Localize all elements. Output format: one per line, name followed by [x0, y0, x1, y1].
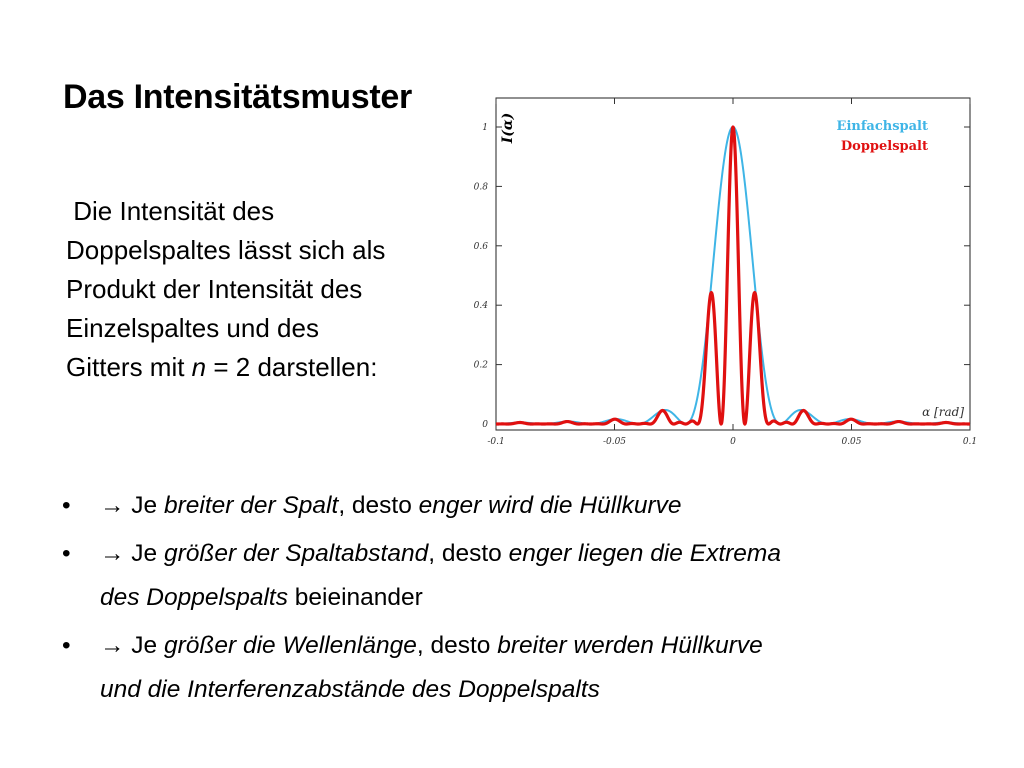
intro-line: Produkt der Intensität des [66, 274, 363, 304]
intro-text: Die Intensität des [73, 196, 275, 226]
x-axis-label: α [rad] [922, 405, 964, 419]
intro-line: Doppelspaltes lässt sich als [66, 235, 386, 265]
bullet-text: , desto [428, 540, 509, 567]
bullet-text: → Je [100, 492, 164, 519]
y-tick-label: 0.2 [473, 360, 488, 371]
bullet-marker: • [62, 632, 71, 659]
x-tick-label: 0 [730, 437, 736, 447]
x-tick-label: 0.05 [841, 437, 862, 447]
bullet-emphasis: enger wird die Hüllkurve [418, 492, 682, 519]
bullet-text: , desto [416, 632, 498, 659]
bullet-item [62, 532, 972, 620]
intro-line: Einzelspaltes und des [66, 313, 319, 343]
intensity-chart [473, 92, 980, 458]
bullet-item [62, 624, 972, 712]
bullet-text: → Je [100, 632, 164, 659]
bullet-list [62, 484, 972, 716]
bullet-text: , desto [338, 492, 419, 519]
bullet-emphasis: breiter der Spalt [164, 492, 339, 519]
chart-svg [473, 92, 980, 458]
y-tick-label: 0 [482, 420, 488, 430]
bullet-line [100, 624, 972, 668]
bullet-item [62, 484, 972, 528]
bullet-marker: • [62, 492, 71, 519]
bullet-marker: • [62, 540, 71, 567]
x-tick-label: -0.05 [602, 437, 627, 447]
legend-entry-doppelspalt: Doppelspalt [840, 139, 928, 154]
intro-text: Gitters mit [66, 352, 192, 382]
legend-entry-einfachspalt: Einfachspalt [836, 119, 928, 134]
y-tick-label: 0.4 [473, 301, 488, 312]
intro-text: = 2 darstellen: [206, 352, 378, 382]
bullet-line [100, 484, 972, 528]
bullet-line [100, 576, 972, 620]
bullet-emphasis: größer die Wellenlänge [164, 632, 417, 659]
y-tick-label: 0.8 [473, 182, 488, 193]
x-tick-label: 0.1 [962, 437, 978, 447]
intro-line [66, 348, 486, 387]
bullet-emphasis: größer der Spaltabstand [164, 540, 429, 567]
intro-line [66, 192, 486, 231]
bullet-text: beieinander [287, 584, 423, 611]
x-tick-label: -0.1 [487, 437, 505, 447]
bullet-emphasis: breiter werden Hüllkurve [497, 632, 763, 659]
bullet-line [100, 532, 972, 576]
bullet-emphasis: und die Interferenzabstände des Doppelspalts [100, 676, 600, 703]
intro-paragraph [66, 192, 486, 387]
bullet-line [100, 668, 972, 712]
bullet-emphasis: enger liegen die Extrema [508, 540, 781, 567]
y-tick-label: 0.6 [473, 241, 488, 252]
bullet-emphasis: des Doppelspalts [100, 584, 288, 611]
variable-n: n [191, 352, 207, 382]
page-title: Das Intensitätsmuster [63, 78, 412, 116]
y-axis-label: I(α) [500, 112, 516, 144]
bullet-text: → Je [100, 540, 164, 567]
y-tick-label: 1 [482, 123, 488, 133]
